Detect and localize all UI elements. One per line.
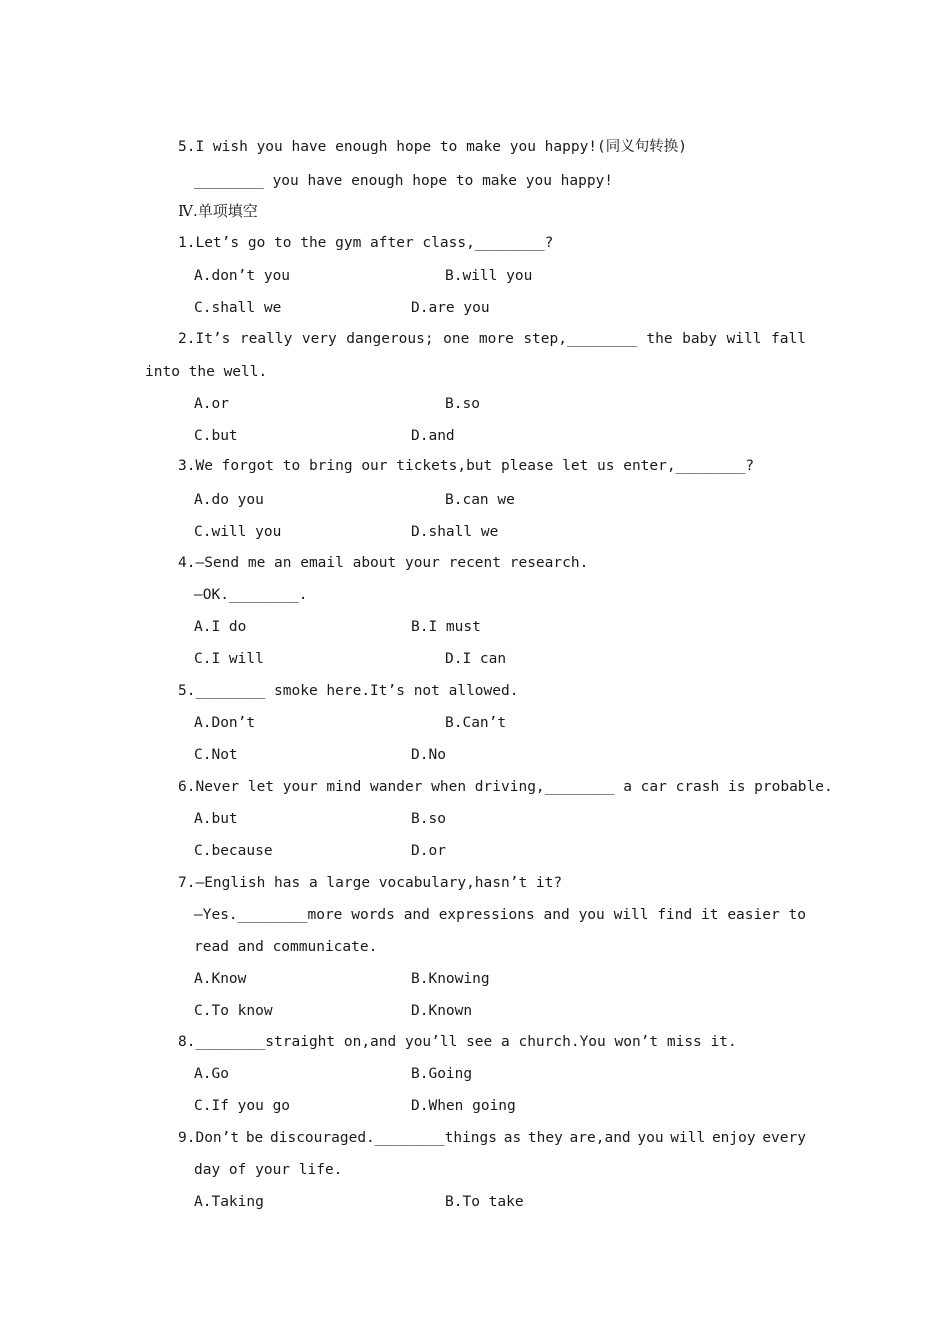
question-4-stem-line2: —OK.________.	[194, 587, 308, 603]
q1-option-a: A.don’t you	[194, 268, 291, 284]
word: will	[613, 907, 649, 923]
question-5-transform: 5.I wish you have enough hope to make you happy!(同义句转换)	[178, 139, 687, 155]
q8-option-c: C.If you go	[194, 1098, 291, 1114]
word: fall	[771, 331, 806, 347]
word: discouraged.________things	[270, 1130, 497, 1146]
q3-option-d: D.shall we	[411, 524, 499, 540]
word: 9.Don’t	[178, 1130, 240, 1146]
word: and	[403, 907, 430, 923]
word: expressions	[438, 907, 535, 923]
word: one	[443, 331, 470, 347]
q4-option-d: D.I can	[445, 651, 507, 667]
q3-option-b: B.can we	[445, 492, 515, 508]
q2-option-c: C.but	[194, 428, 238, 444]
q6-option-b: B.so	[411, 811, 446, 827]
word: easier	[727, 907, 780, 923]
word: words	[351, 907, 395, 923]
question-9-stem-line2: day of your life.	[194, 1162, 343, 1178]
q2-option-d: D.and	[411, 428, 455, 444]
q1-option-b: B.will you	[445, 268, 533, 284]
q4-option-a: A.I do	[194, 619, 247, 635]
word: every	[762, 1130, 806, 1146]
section-heading: Ⅳ.单项填空	[178, 202, 258, 220]
q7-option-c: C.To know	[194, 1003, 273, 1019]
word: more	[478, 331, 514, 347]
question-8-stem: 8.________straight on,and you’ll see a church.You won’t miss it.	[178, 1034, 737, 1050]
word: will	[726, 331, 762, 347]
q4-option-c: C.I will	[194, 651, 264, 667]
question-6-stem: 6.Never let your mind wander when driving,________ a car crash is probable.	[178, 779, 833, 795]
q8-option-a: A.Go	[194, 1066, 229, 1082]
word: the	[646, 331, 673, 347]
q1-option-c: C.shall we	[194, 300, 282, 316]
word: enjoy	[711, 1130, 756, 1146]
word: be	[245, 1130, 264, 1146]
question-2-stem-line1	[178, 329, 806, 349]
q9-option-b: B.To take	[445, 1194, 524, 1210]
q6-option-d: D.or	[411, 843, 446, 859]
question-5-answer-line: ________ you have enough hope to make you happy!	[194, 173, 614, 189]
word: it	[701, 907, 719, 923]
q3-option-a: A.do you	[194, 492, 264, 508]
q8-option-d: D.When going	[411, 1098, 516, 1114]
question-7-stem-line3: read and communicate.	[194, 939, 378, 955]
question-4-stem: 4.—Send me an email about your recent research.	[178, 555, 589, 571]
word: they	[527, 1130, 563, 1146]
word: find	[657, 907, 693, 923]
q6-option-c: C.because	[194, 843, 273, 859]
q3-option-c: C.will you	[194, 524, 282, 540]
word: will	[670, 1130, 706, 1146]
word: you	[578, 907, 605, 923]
q9-option-a: A.Taking	[194, 1194, 264, 1210]
word: are,and	[569, 1130, 631, 1146]
word: step,________	[523, 331, 637, 347]
q4-option-b: B.I must	[411, 619, 481, 635]
word: really	[239, 331, 293, 347]
q7-option-d: D.Known	[411, 1003, 473, 1019]
question-3-stem: 3.We forgot to bring our tickets,but please let us enter,________?	[178, 458, 755, 474]
q7-option-b: B.Knowing	[411, 971, 490, 987]
word: dangerous;	[346, 331, 434, 347]
word: 2.It’s	[178, 331, 231, 347]
word: you	[637, 1130, 664, 1146]
question-7-stem: 7.—English has a large vocabulary,hasn’t it?	[178, 875, 563, 891]
question-7-stem-line2	[194, 905, 806, 925]
q5-option-b: B.Can’t	[445, 715, 507, 731]
question-1-stem: 1.Let’s go to the gym after class,________?	[178, 235, 554, 251]
word: very	[301, 331, 337, 347]
word: to	[788, 907, 806, 923]
q2-option-b: B.so	[445, 396, 480, 412]
q5-option-d: D.No	[411, 747, 446, 763]
q1-option-d: D.are you	[411, 300, 490, 316]
word: —Yes.________more	[194, 907, 343, 923]
q7-option-a: A.Know	[194, 971, 247, 987]
word: and	[543, 907, 570, 923]
q5-option-c: C.Not	[194, 747, 238, 763]
q6-option-a: A.but	[194, 811, 238, 827]
q2-option-a: A.or	[194, 396, 229, 412]
question-5-stem: 5.________ smoke here.It’s not allowed.	[178, 683, 519, 699]
word: baby	[682, 331, 718, 347]
q5-option-a: A.Don’t	[194, 715, 256, 731]
q8-option-b: B.Going	[411, 1066, 473, 1082]
word: as	[503, 1130, 522, 1146]
question-9-stem-line1	[178, 1128, 806, 1148]
question-2-stem-line2: into the well.	[145, 364, 268, 380]
